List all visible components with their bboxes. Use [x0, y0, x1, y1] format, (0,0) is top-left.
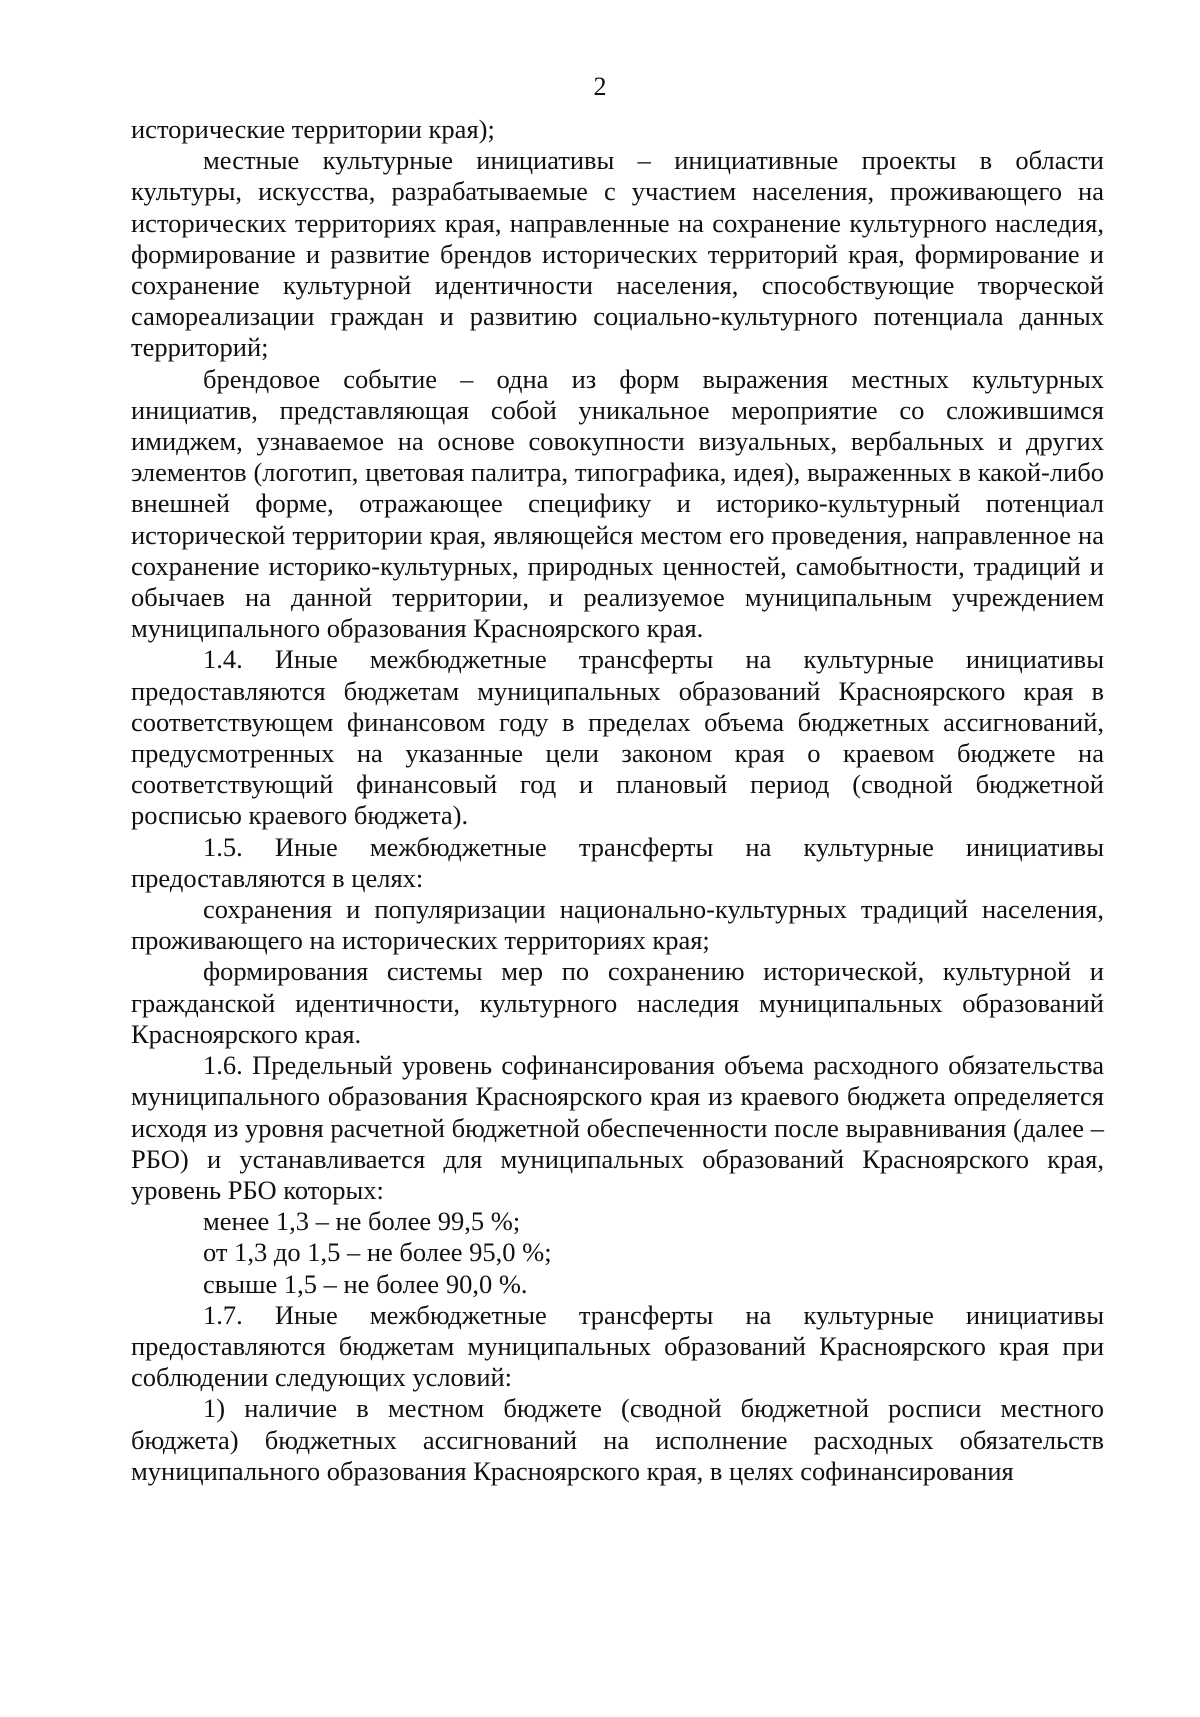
rbo-level-item: от 1,3 до 1,5 – не более 95,0 %;	[203, 1237, 552, 1268]
page-number: 2	[593, 72, 607, 101]
paragraph-1-4: 1.4. Иные межбюджетные трансферты на культурные инициативы предоставляются бюджетам муниципальных образований Красноярского края в соответствующем финансовом году в пределах объема бюджетных ассигнований, предусмотренных на указанные цели законом края о краевом бюджете на соответствующий финансовый год и плановый период (сводной бюджетной росписью краевого бюджета).	[131, 644, 1104, 831]
paragraph-condition-1: 1) наличие в местном бюджете (сводной бюджетной росписи местного бюджета) бюджетных ассигнований на исполнение расходных обязательств муниципального образования Красноярского края, в целях софинансирования	[131, 1393, 1104, 1486]
paragraph-local-cultural-initiatives: местные культурные инициативы – инициативные проекты в области культуры, искусства, разрабатываемые с участием населения, проживающего на исторических территориях края, направленные на сохранение культурного наследия, формирование и развитие брендов исторических территорий края, формирование и сохранение культурной идентичности населения, способствующие творческой самореализации граждан и развитию социально-культурного потенциала данных территорий;	[131, 145, 1104, 363]
paragraph-1-6: 1.6. Предельный уровень софинансирования объема расходного обязательства муниципального образования Красноярского края из краевого бюджета определяется исходя из уровня расчетной бюджетной обеспеченности после выравнивания (далее – РБО) и устанавливается для муниципальных образований Красноярского края, уровень РБО которых:	[131, 1050, 1104, 1205]
paragraph-goal-identity: формирования системы мер по сохранению исторической, культурной и гражданской идентичности, культурного наследия муниципальных образований Красноярского края.	[131, 956, 1104, 1049]
paragraph-1-7: 1.7. Иные межбюджетные трансферты на культурные инициативы предоставляются бюджетам муниципальных образований Красноярского края при соблюдении следующих условий:	[131, 1299, 1104, 1393]
paragraph-brand-event: брендовое событие – одна из форм выражения местных культурных инициатив, представляющая собой уникальное мероприятие со сложившимся имиджем, узнаваемое на основе совокупности визуальных, вербальных и других элементов (логотип, цветовая палитра, типографика, идея), выраженных в какой-либо внешней форме, отражающее специфику и историко-культурный потенциал исторической территории края, являющейся местом его проведения, направленное на сохранение историко-культурных, природных ценностей, самобытности, традиций и обычаев на данной территории, и реализуемое муниципальным учреждением муниципального образования Красноярского края.	[131, 363, 1104, 644]
rbo-level-item: свыше 1,5 – не более 90,0 %.	[203, 1268, 528, 1299]
paragraph-1-5: 1.5. Иные межбюджетные трансферты на культурные инициативы предоставляются в целях:	[131, 831, 1104, 893]
paragraph-continuation: исторические территории края);	[131, 114, 495, 144]
paragraph-goal-preservation: сохранения и популяризации национально-культурных традиций населения, проживающего на исторических территориях края;	[131, 894, 1104, 956]
document-body	[131, 114, 1104, 1487]
rbo-level-item: менее 1,3 – не более 99,5 %;	[203, 1206, 521, 1237]
